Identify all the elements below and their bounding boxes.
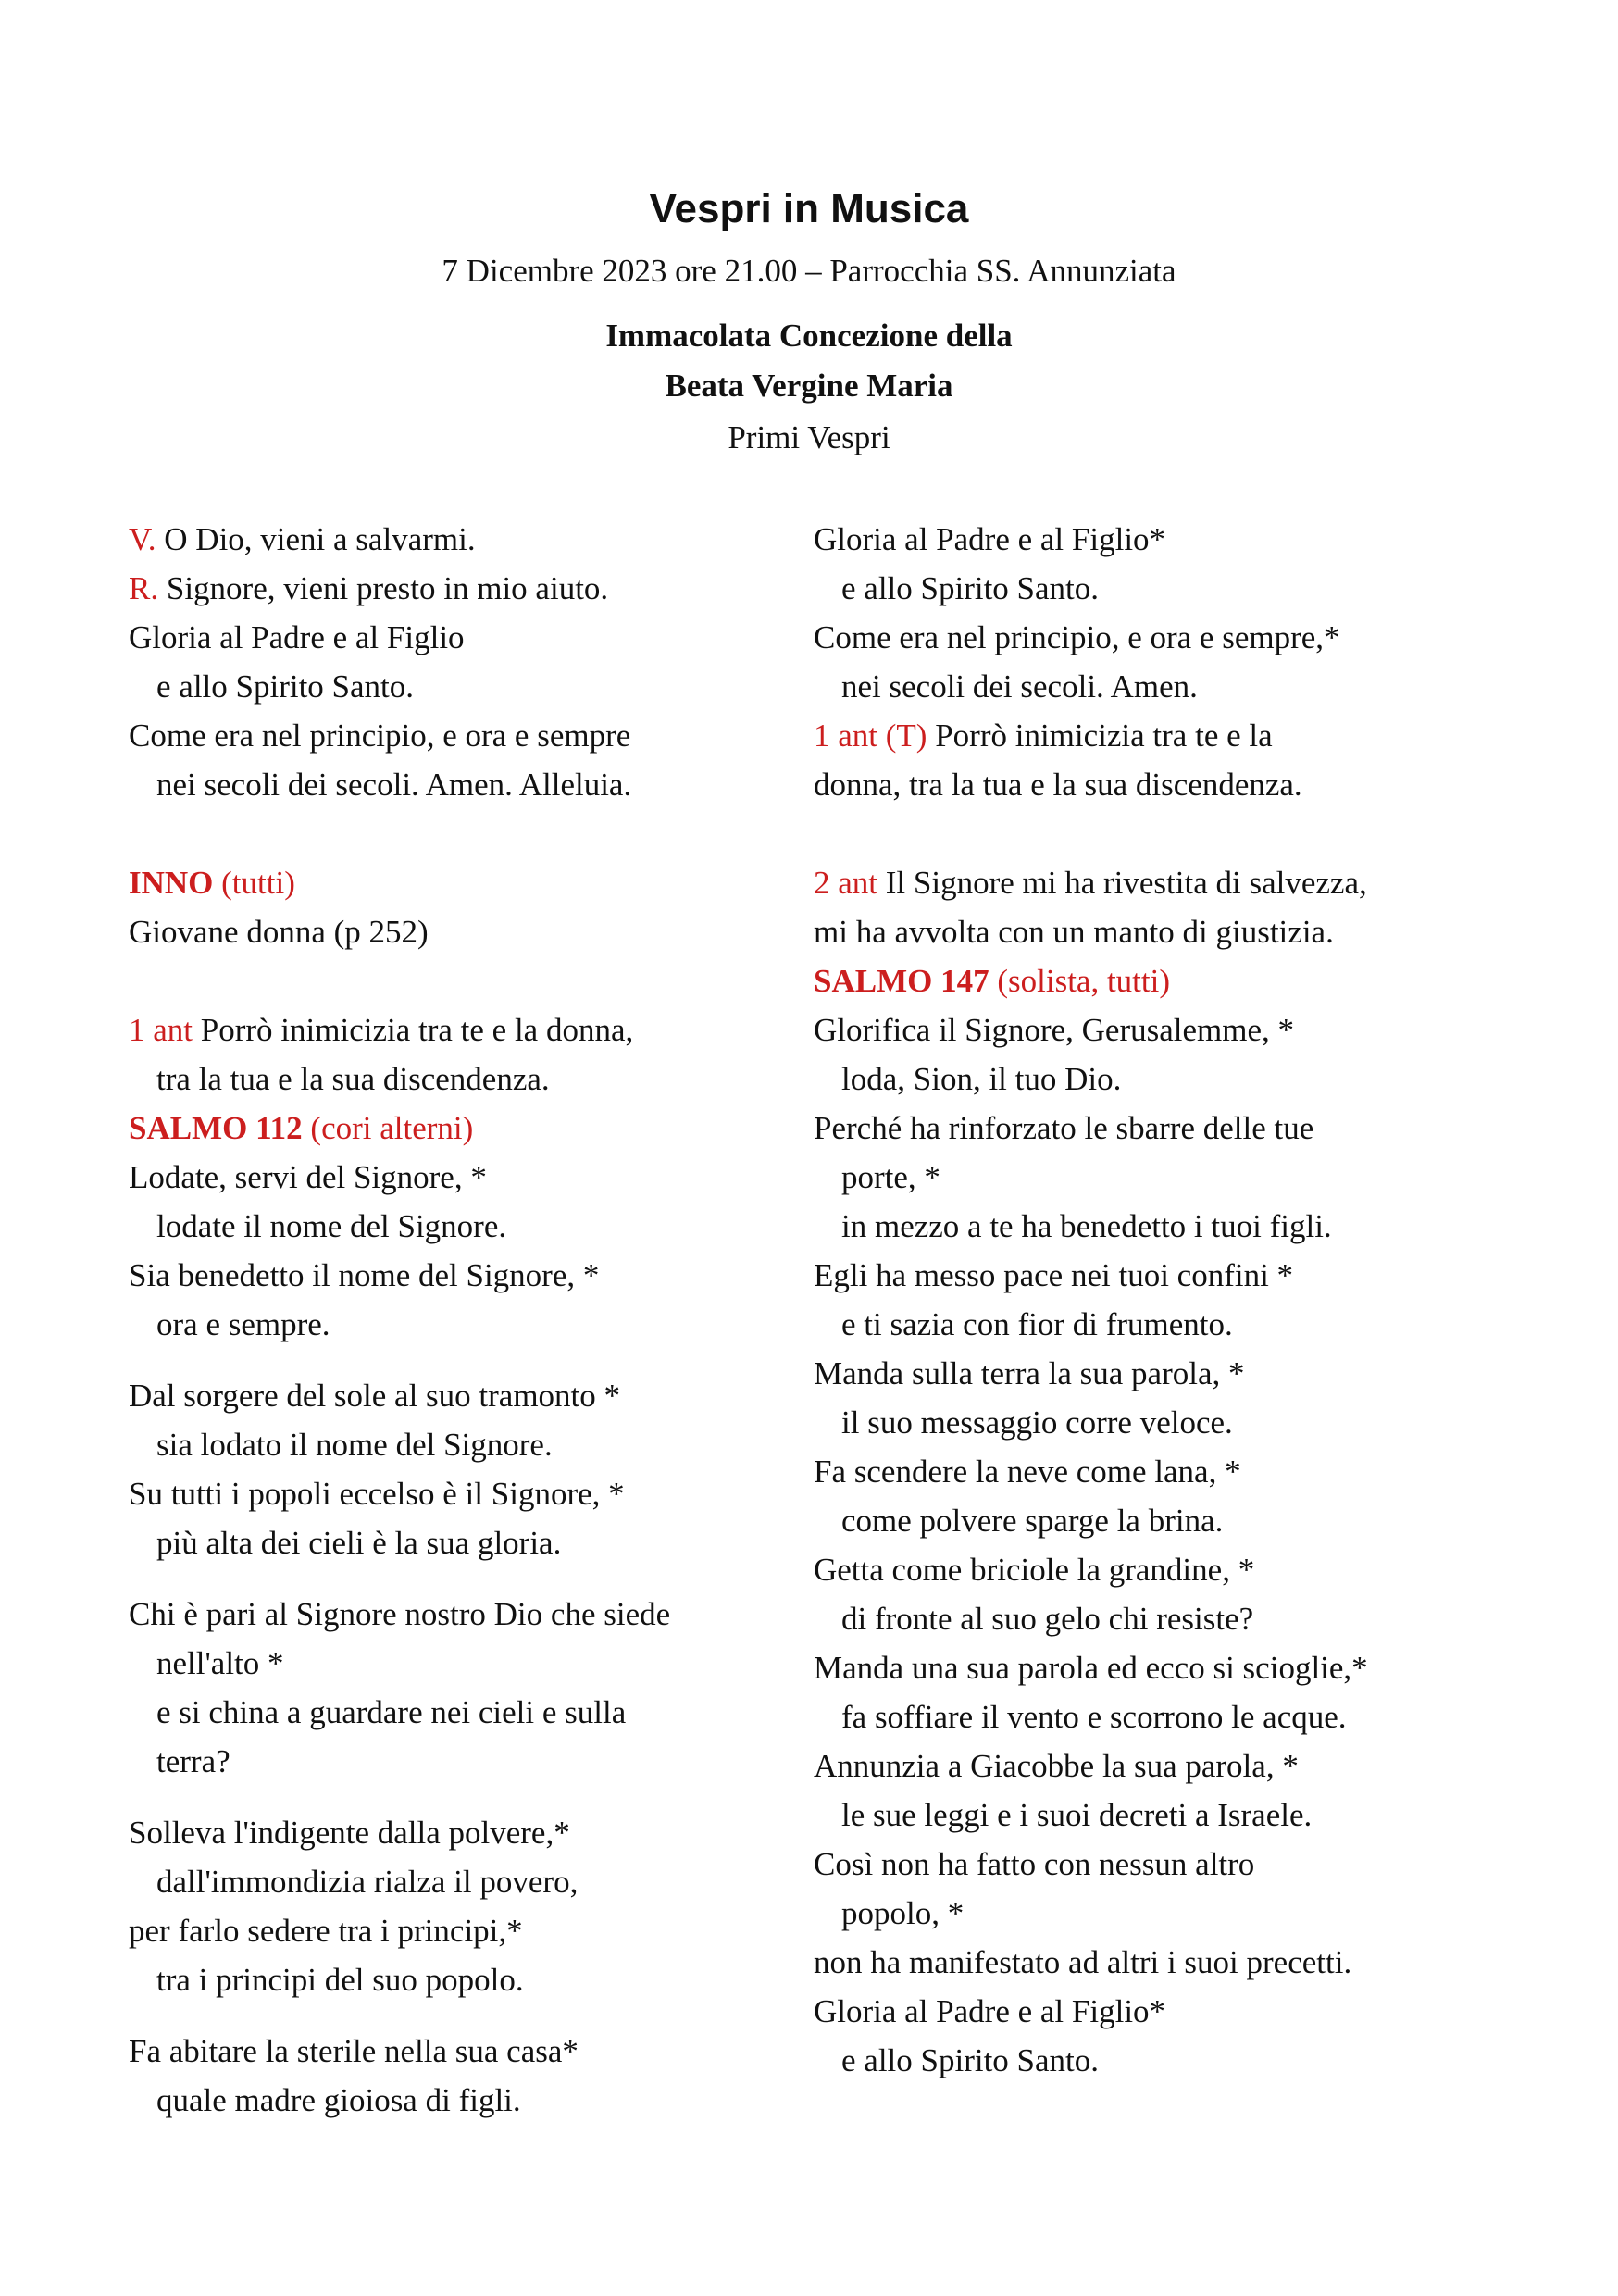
versicle-text: O Dio, vieni a salvarmi. [156,521,476,557]
psalm-verse: loda, Sion, il tuo Dio. [841,1061,1122,1097]
psalm-label: SALMO 147 [814,963,989,999]
psalm-verse: e ti sazia con fior di frumento. [841,1306,1233,1342]
psalm-verse: Annunzia a Giacobbe la sua parola, * [814,1748,1299,1784]
psalm-verse: terra? [156,1743,230,1779]
hymn-heading [129,858,777,907]
psalm-verse: in mezzo a te ha benedetto i tuoi figli. [841,1208,1332,1244]
versicle [129,515,777,564]
psalm-verse: porte, * [841,1159,940,1195]
psalm-verse: Dal sorgere del sole al suo tramonto * [129,1378,621,1414]
antiphon-label: 1 ant (T) [814,718,927,754]
doxology-line: Gloria al Padre e al Figlio* [814,521,1166,557]
psalm-heading [814,956,1480,1005]
psalm-verse: Solleva l'indigente dalla polvere,* [129,1815,570,1851]
antiphon-text: tra la tua e la sua discendenza. [156,1061,550,1097]
psalm-verse: Così non ha fatto con nessun altro [814,1846,1255,1882]
right-column [814,515,1480,2085]
psalm-note: (solista, tutti) [989,963,1171,999]
response-marker: R. [129,570,159,606]
psalm-verse: il suo messaggio corre veloce. [841,1404,1233,1441]
psalm-verse: e si china a guardare nei cieli e sulla [156,1694,627,1730]
hymn-note: (tutti) [213,865,295,901]
psalm-heading [129,1104,777,1153]
psalm-verse: Fa scendere la neve come lana, * [814,1454,1241,1490]
office-name: Primi Vespri [728,419,890,455]
doxology-line: Come era nel principio, e ora e sempre [129,718,631,754]
psalm-verse: dall'immondizia rialza il povero, [156,1864,579,1900]
antiphon-2 [814,858,1480,907]
psalm-verse: popolo, * [841,1895,965,1931]
left-column [129,515,777,2125]
psalm-verse: più alta dei cieli è la sua gloria. [156,1525,562,1561]
antiphon-label: 1 ant [129,1012,193,1048]
antiphon-text: Porrò inimicizia tra te e la donna, [193,1012,634,1048]
doxology-line: e allo Spirito Santo. [841,2042,1100,2078]
psalm-verse: Fa abitare la sterile nella sua casa* [129,2033,579,2069]
doxology-line: nei secoli dei secoli. Amen. [841,668,1198,705]
psalm-verse: Getta come briciole la grandine, * [814,1552,1255,1588]
psalm-verse: per farlo sedere tra i principi,* [129,1913,523,1949]
psalm-verse: non ha manifestato ad altri i suoi precetti. [814,1944,1352,1980]
response-text: Signore, vieni presto in mio aiuto. [158,570,609,606]
hymn-label: INNO [129,865,214,901]
psalm-verse: Glorifica il Signore, Gerusalemme, * [814,1012,1295,1048]
psalm-verse: Manda una sua parola ed ecco si scioglie,* [814,1650,1368,1686]
event-subtitle: 7 Dicembre 2023 ore 21.00 – Parrocchia SS. Annunziata [442,253,1176,289]
antiphon-1-repeat [814,711,1480,760]
doxology-line: e allo Spirito Santo. [156,668,415,705]
antiphon-text: Il Signore mi ha rivestita di salvezza, [877,865,1367,901]
doxology-line: Gloria al Padre e al Figlio* [814,1993,1166,2029]
antiphon-text: mi ha avvolta con un manto di giustizia. [814,914,1334,950]
psalm-verse: Manda sulla terra la sua parola, * [814,1355,1245,1391]
psalm-verse: nell'alto * [156,1645,284,1681]
antiphon-label: 2 ant [814,865,878,901]
psalm-verse: Lodate, servi del Signore, * [129,1159,487,1195]
antiphon-text: donna, tra la tua e la sua discendenza. [814,767,1302,803]
doxology-line: Gloria al Padre e al Figlio [129,619,465,655]
psalm-verse: Sia benedetto il nome del Signore, * [129,1257,600,1293]
hymn-title: Giovane donna (p 252) [129,914,429,950]
psalm-verse: lodate il nome del Signore. [156,1208,507,1244]
psalm-verse: Egli ha messo pace nei tuoi confini * [814,1257,1294,1293]
doxology-line: nei secoli dei secoli. Amen. Alleluia. [156,767,632,803]
psalm-verse: quale madre gioiosa di figli. [156,2082,521,2118]
psalm-verse: le sue leggi e i suoi decreti a Israele. [841,1797,1313,1833]
psalm-verse: fa soffiare il vento e scorrono le acque. [841,1699,1347,1735]
page-title: Vespri in Musica [649,186,969,231]
antiphon-text: Porrò inimicizia tra te e la [927,718,1273,754]
psalm-verse: tra i principi del suo popolo. [156,1962,524,1998]
response [129,564,777,613]
doxology-line: e allo Spirito Santo. [841,570,1100,606]
psalm-verse: Perché ha rinforzato le sbarre delle tue [814,1110,1314,1146]
versicle-marker: V. [129,521,156,557]
doxology-line: Come era nel principio, e ora e sempre,* [814,619,1340,655]
feast-heading [0,311,1618,411]
feast-line-2: Beata Vergine Maria [665,368,953,404]
psalm-verse: sia lodato il nome del Signore. [156,1427,553,1463]
psalm-label: SALMO 112 [129,1110,303,1146]
feast-line-1: Immacolata Concezione della [605,318,1013,354]
antiphon-1 [129,1005,777,1054]
psalm-verse: di fronte al suo gelo chi resiste? [841,1601,1254,1637]
psalm-verse: Chi è pari al Signore nostro Dio che siede [129,1596,671,1632]
psalm-verse: Su tutti i popoli eccelso è il Signore, * [129,1476,625,1512]
psalm-verse: come polvere sparge la brina. [841,1503,1224,1539]
psalm-verse: ora e sempre. [156,1306,330,1342]
psalm-note: (cori alterni) [302,1110,474,1146]
